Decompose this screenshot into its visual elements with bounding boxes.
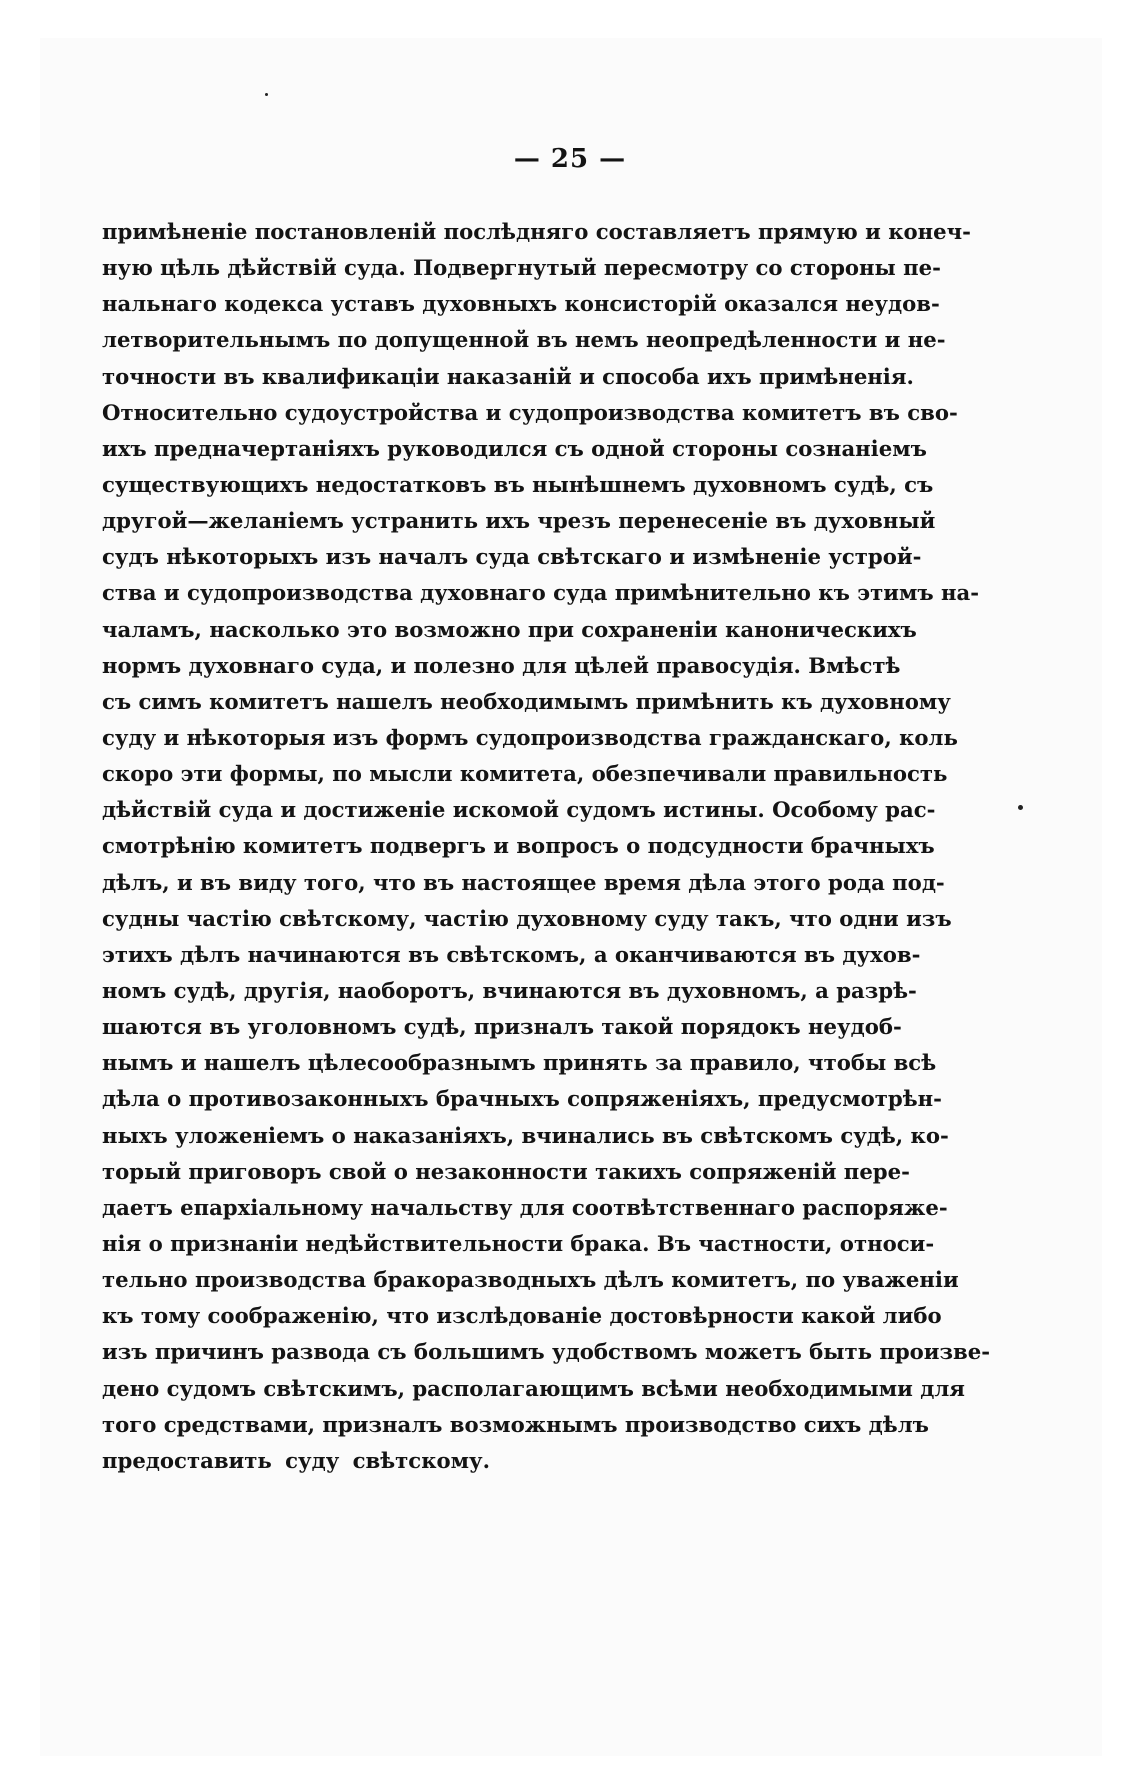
- text-line: дѣйствій суда и достиженіе искомой судомъ истины. Особому рас-: [102, 797, 936, 823]
- text-line: дено судомъ свѣтскимъ, располагающимъ всѣми необходимыми для: [102, 1375, 965, 1401]
- text-line: точности въ квалификаціи наказаній и способа ихъ примѣненія.: [102, 363, 914, 389]
- text-line: судны частію свѣтскому, частію духовному суду такъ, что одни изъ: [102, 905, 952, 931]
- text-line: ихъ предначертаніяхъ руководился съ одной стороны сознаніемъ: [102, 435, 927, 461]
- text-line: даетъ епархіальному начальству для соотвѣтственнаго распоряже-: [102, 1194, 948, 1220]
- text-line: ныхъ уложеніемъ о наказаніяхъ, вчинались въ свѣтскомъ судѣ, ко-: [102, 1122, 949, 1148]
- text-line: скоро эти формы, по мысли комитета, обезпечивали правильность: [102, 761, 948, 787]
- text-line: номъ судѣ, другія, наоборотъ, вчинаются въ духовномъ, а разрѣ-: [102, 977, 917, 1003]
- text-line: ства и судопроизводства духовнаго суда примѣнительно къ этимъ на-: [102, 580, 980, 606]
- text-line: изъ причинъ развода съ большимъ удобствомъ можетъ быть произве-: [102, 1339, 991, 1365]
- text-line-last: предоставить суду свѣтскому.: [102, 1447, 490, 1473]
- text-line: дѣлъ, и въ виду того, что въ настоящее время дѣла этого рода под-: [102, 869, 945, 895]
- text-line: ную цѣль дѣйствій суда. Подвергнутый пересмотру со стороны пе-: [102, 255, 941, 281]
- text-line: торый приговоръ свой о незаконности такихъ сопряженій пере-: [102, 1158, 910, 1184]
- text-line: этихъ дѣлъ начинаются въ свѣтскомъ, а оканчиваются въ духов-: [102, 941, 921, 967]
- text-line: Относительно судоустройства и судопроизводства комитетъ въ сво-: [102, 399, 958, 425]
- text-line: нормъ духовнаго суда, и полезно для цѣлей правосудія. Вмѣстѣ: [102, 652, 901, 678]
- ink-speck: [265, 93, 268, 96]
- text-line: нальнаго кодекса уставъ духовныхъ консисторій оказался неудов-: [102, 291, 940, 317]
- text-line: шаются въ уголовномъ судѣ, призналъ такой порядокъ неудоб-: [102, 1014, 902, 1040]
- ink-speck: [1018, 805, 1023, 810]
- text-line: существующихъ недостатковъ въ нынѣшнемъ духовномъ судѣ, съ: [102, 471, 934, 497]
- text-line: суду и нѣкоторыя изъ формъ судопроизводства гражданскаго, коль: [102, 724, 958, 750]
- text-line: судъ нѣкоторыхъ изъ началъ суда свѣтскаго и измѣненіе устрой-: [102, 544, 922, 570]
- text-line: того средствами, призналъ возможнымъ производство сихъ дѣлъ: [102, 1411, 929, 1437]
- text-line: смотрѣнію комитетъ подвергъ и вопросъ о подсудности брачныхъ: [102, 833, 935, 859]
- text-line: чаламъ, насколько это возможно при сохраненіи каноническихъ: [102, 616, 917, 642]
- text-line: другой—желаніемъ устранить ихъ чрезъ перенесеніе въ духовный: [102, 508, 936, 534]
- text-line: дѣла о противозаконныхъ брачныхъ сопряженіяхъ, предусмотрѣн-: [102, 1086, 942, 1112]
- body-text: [102, 214, 991, 1479]
- text-line: тельно производства бракоразводныхъ дѣлъ комитетъ, по уваженіи: [102, 1267, 959, 1293]
- text-line: летворительнымъ по допущенной въ немъ неопредѣленности и не-: [102, 327, 946, 353]
- text-line: нія о признаніи недѣйствительности брака. Въ частности, относи-: [102, 1230, 935, 1256]
- text-line: къ тому соображенію, что изслѣдованіе достовѣрности какой либо: [102, 1303, 942, 1329]
- text-line: нымъ и нашелъ цѣлесообразнымъ принять за правило, чтобы всѣ: [102, 1050, 937, 1076]
- page-number: — 25 —: [513, 144, 627, 174]
- text-line: примѣненіе постановленій послѣдняго составляетъ прямую и конеч-: [102, 219, 971, 244]
- text-line: съ симъ комитетъ нашелъ необходимымъ примѣнить къ духовному: [102, 688, 951, 714]
